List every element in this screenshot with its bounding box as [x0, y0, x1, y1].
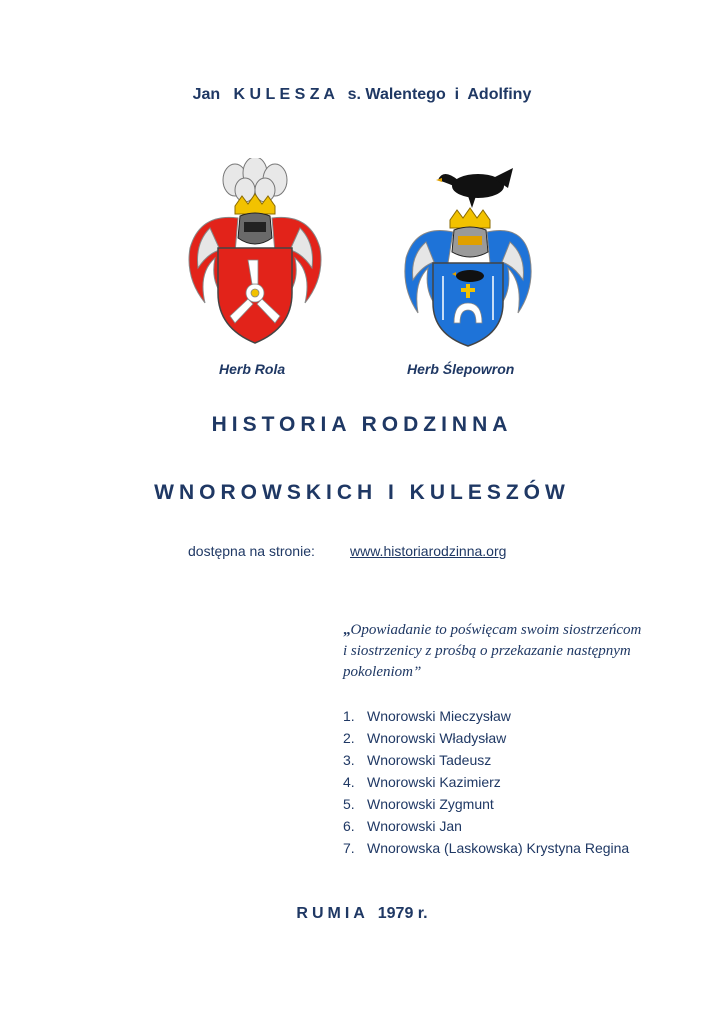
- website-link[interactable]: www.historiarodzinna.org: [350, 543, 507, 559]
- author-parents: s. Walentego i Adolfiny: [347, 86, 532, 103]
- list-item-name: Wnorowski Mieczysław: [367, 708, 511, 724]
- document-subtitle: WNOROWSKICH I KULESZÓW: [154, 481, 570, 504]
- list-item: [343, 771, 629, 793]
- list-item: [343, 793, 629, 815]
- author-last-name: K U L E S Z A: [233, 86, 335, 103]
- list-item-name: Wnorowski Zygmunt: [367, 796, 494, 812]
- list-item-number: 3.: [343, 752, 355, 768]
- list-item: [343, 705, 629, 727]
- list-item-name: Wnorowska (Laskowska) Krystyna Regina: [367, 840, 630, 856]
- footer-city: RUMIA: [296, 905, 369, 922]
- author-first-name: Jan: [192, 86, 221, 103]
- slepowron-coat-of-arms-icon: [398, 158, 538, 348]
- author-line: [0, 86, 724, 104]
- footer-place-date: [0, 905, 724, 923]
- list-item-number: 5.: [343, 796, 355, 812]
- list-item-number: 7.: [343, 840, 355, 856]
- document-title: HISTORIA RODZINNA: [211, 413, 513, 436]
- list-item-number: 2.: [343, 730, 355, 746]
- crest-caption-slepowron: Herb Ślepowron: [407, 361, 515, 377]
- availability-label: dostępna na stronie:: [188, 543, 315, 559]
- list-item: [343, 837, 629, 859]
- list-item-number: 6.: [343, 818, 355, 834]
- list-item: [343, 749, 629, 771]
- list-item-name: Wnorowski Kazimierz: [367, 774, 501, 790]
- dedication-quote: [343, 620, 643, 683]
- list-item-number: 1.: [343, 708, 355, 724]
- list-item-number: 4.: [343, 774, 355, 790]
- list-item: [343, 815, 629, 837]
- list-item-name: Wnorowski Władysław: [367, 730, 507, 746]
- recipients-list: [343, 705, 629, 859]
- crest-caption-rola: Herb Rola: [219, 361, 286, 377]
- list-item-name: Wnorowski Tadeusz: [367, 752, 492, 768]
- list-item: [343, 727, 629, 749]
- rola-coat-of-arms-icon: [180, 158, 330, 348]
- opening-quote-mark: „: [343, 622, 351, 638]
- dedication-text: Opowiadanie to poświęcam swoim siostrzeńcom i siostrzenicy z prośbą o przekazanie następnym pokoleniom”: [343, 622, 642, 680]
- footer-year: 1979 r.: [377, 905, 428, 922]
- list-item-name: Wnorowski Jan: [367, 818, 462, 834]
